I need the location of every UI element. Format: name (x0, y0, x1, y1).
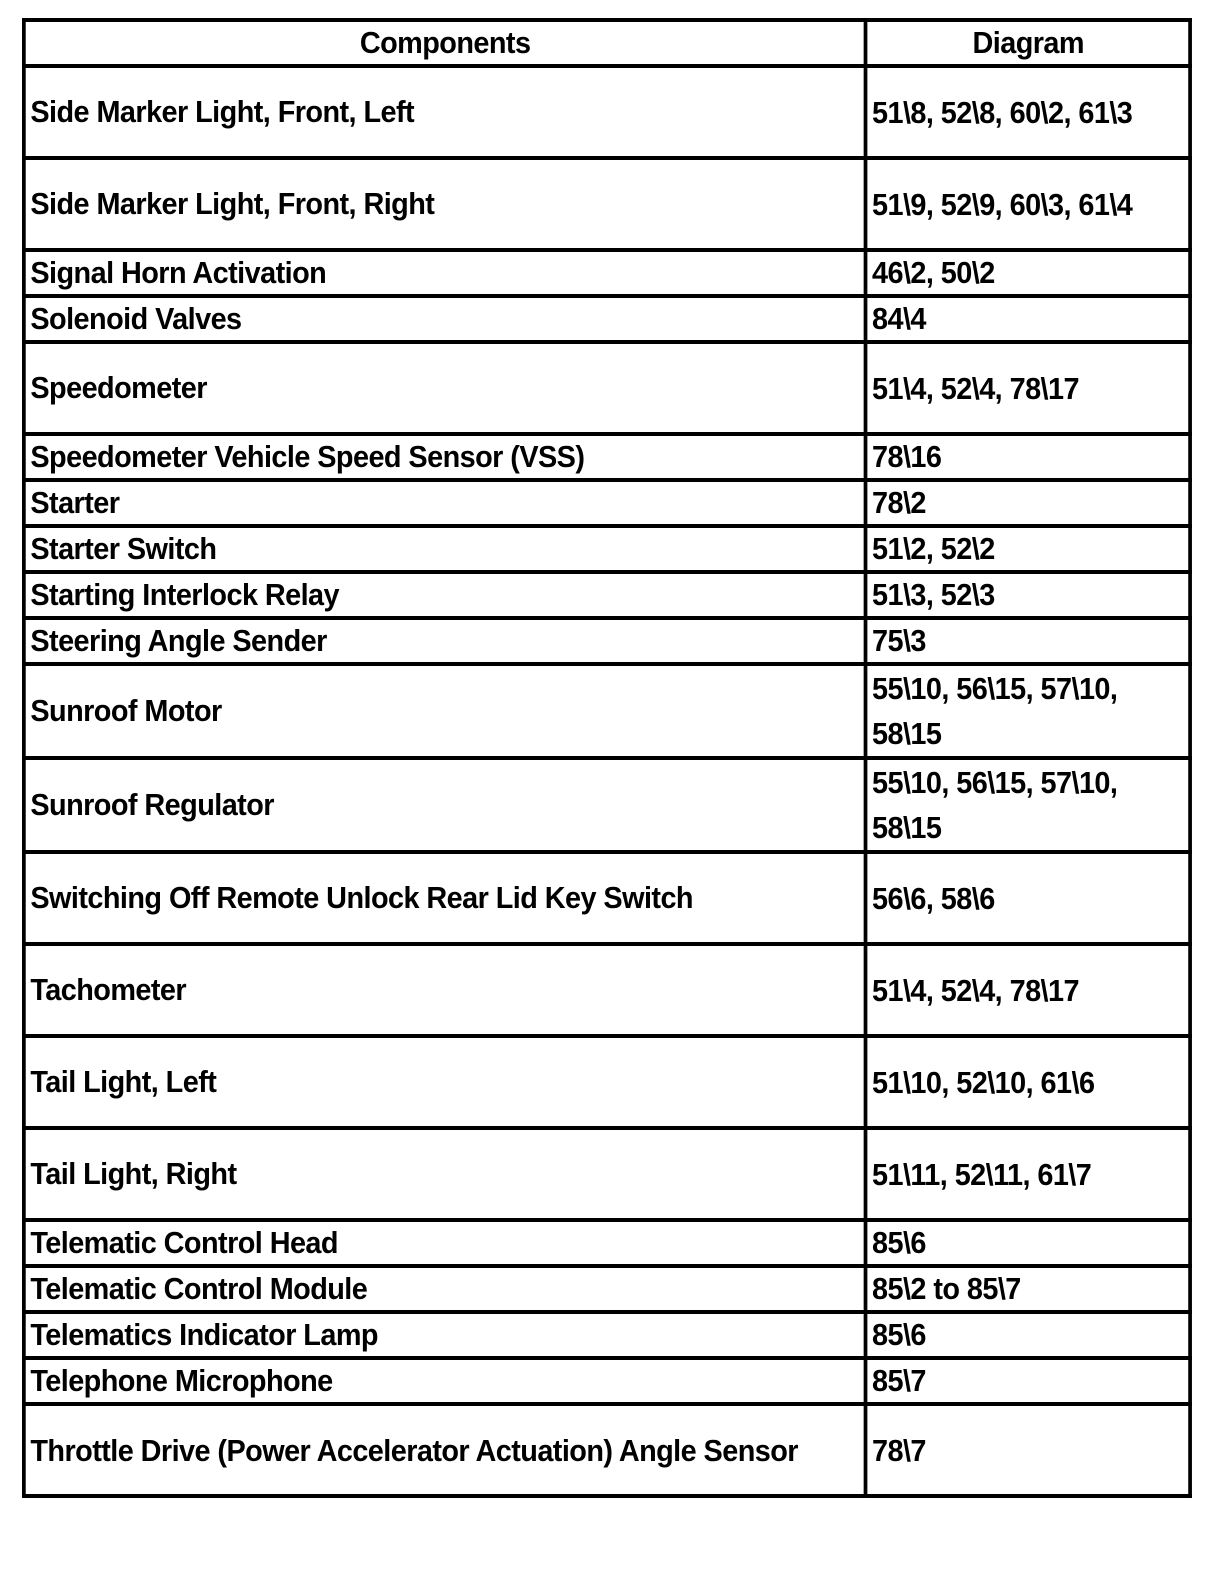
component-cell: Side Marker Light, Front, Right (24, 158, 866, 250)
diagram-cell: 78\2 (866, 480, 1191, 526)
component-cell: Telephone Microphone (24, 1358, 866, 1404)
component-cell: Tail Light, Right (24, 1128, 866, 1220)
components-table (22, 18, 1192, 1498)
table-row (24, 66, 1190, 158)
header-components: Components (24, 20, 866, 66)
table-row (24, 434, 1190, 480)
component-cell: Tail Light, Left (24, 1036, 866, 1128)
table-row (24, 1312, 1190, 1358)
component-cell: Telematic Control Module (24, 1266, 866, 1312)
component-cell: Signal Horn Activation (24, 250, 866, 296)
diagram-cell: 51\4, 52\4, 78\17 (866, 342, 1191, 434)
component-cell: Sunroof Motor (24, 664, 866, 758)
table-body (24, 66, 1190, 1496)
diagram-cell: 51\3, 52\3 (866, 572, 1191, 618)
diagram-cell: 84\4 (866, 296, 1191, 342)
table-row (24, 1266, 1190, 1312)
table-row (24, 1220, 1190, 1266)
component-cell: Switching Off Remote Unlock Rear Lid Key Switch (24, 852, 866, 944)
diagram-cell: 46\2, 50\2 (866, 250, 1191, 296)
table-row (24, 250, 1190, 296)
diagram-cell: 51\8, 52\8, 60\2, 61\3 (866, 66, 1191, 158)
table-row (24, 852, 1190, 944)
diagram-cell: 56\6, 58\6 (866, 852, 1191, 944)
table-row (24, 664, 1190, 758)
diagram-cell: 75\3 (866, 618, 1191, 664)
table-header-row (24, 20, 1190, 66)
component-cell: Sunroof Regulator (24, 758, 866, 852)
table-row (24, 296, 1190, 342)
diagram-cell: 78\7 (866, 1404, 1191, 1496)
table-row (24, 158, 1190, 250)
table-row (24, 758, 1190, 852)
component-cell: Starter Switch (24, 526, 866, 572)
diagram-cell: 55\10, 56\15, 57\10, 58\15 (866, 664, 1191, 758)
table-row (24, 1128, 1190, 1220)
diagram-cell: 85\2 to 85\7 (866, 1266, 1191, 1312)
component-cell: Telematic Control Head (24, 1220, 866, 1266)
table-row (24, 1036, 1190, 1128)
diagram-cell: 78\16 (866, 434, 1191, 480)
component-cell: Solenoid Valves (24, 296, 866, 342)
component-cell: Speedometer Vehicle Speed Sensor (VSS) (24, 434, 866, 480)
diagram-cell: 51\9, 52\9, 60\3, 61\4 (866, 158, 1191, 250)
table-row (24, 618, 1190, 664)
table-row (24, 572, 1190, 618)
component-cell: Tachometer (24, 944, 866, 1036)
table-row (24, 1358, 1190, 1404)
diagram-cell: 85\6 (866, 1312, 1191, 1358)
diagram-cell: 55\10, 56\15, 57\10, 58\15 (866, 758, 1191, 852)
diagram-cell: 51\2, 52\2 (866, 526, 1191, 572)
diagram-cell: 51\4, 52\4, 78\17 (866, 944, 1191, 1036)
component-cell: Starter (24, 480, 866, 526)
table-row (24, 480, 1190, 526)
diagram-cell: 51\11, 52\11, 61\7 (866, 1128, 1191, 1220)
table-row (24, 342, 1190, 434)
component-cell: Telematics Indicator Lamp (24, 1312, 866, 1358)
component-cell: Starting Interlock Relay (24, 572, 866, 618)
component-cell: Speedometer (24, 342, 866, 434)
diagram-cell: 51\10, 52\10, 61\6 (866, 1036, 1191, 1128)
table-row (24, 526, 1190, 572)
document-page (22, 18, 1216, 1498)
table-row (24, 944, 1190, 1036)
component-cell: Throttle Drive (Power Accelerator Actuation) Angle Sensor (24, 1404, 866, 1496)
component-cell: Side Marker Light, Front, Left (24, 66, 866, 158)
component-cell: Steering Angle Sender (24, 618, 866, 664)
diagram-cell: 85\6 (866, 1220, 1191, 1266)
diagram-cell: 85\7 (866, 1358, 1191, 1404)
table-row (24, 1404, 1190, 1496)
header-diagram: Diagram (866, 20, 1191, 66)
